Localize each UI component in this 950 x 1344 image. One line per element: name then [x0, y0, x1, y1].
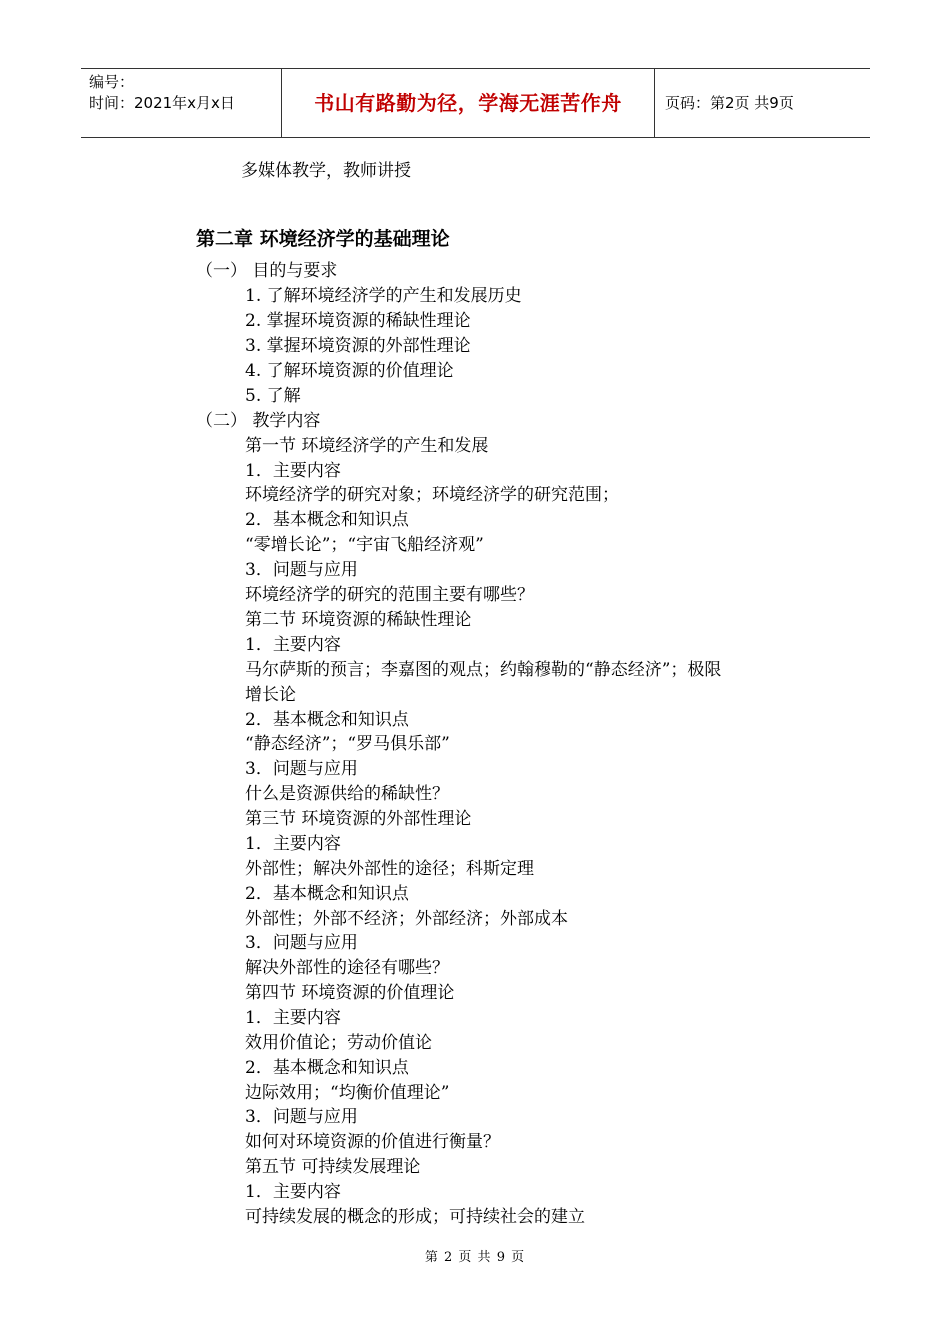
- list-item: 5. 了解: [245, 386, 301, 406]
- text-line: 第五节 可持续发展理论: [245, 1157, 421, 1177]
- text-line: 第二节 环境资源的稀缺性理论: [245, 610, 472, 630]
- text-line: 第三节 环境资源的外部性理论: [245, 809, 472, 829]
- list-item: 2. 掌握环境资源的稀缺性理论: [245, 311, 471, 331]
- text-line: 1．主要内容: [245, 834, 341, 854]
- text-line: 可持续发展的概念的形成；可持续社会的建立: [245, 1207, 585, 1227]
- list-item: 1. 了解环境经济学的产生和发展历史: [245, 286, 522, 306]
- page-header: [81, 68, 870, 138]
- text-line: 解决外部性的途径有哪些？: [245, 958, 449, 978]
- header-meta: [81, 69, 282, 137]
- text-line: 增长论: [245, 685, 296, 705]
- header-motto: 书山有路勤为径，学海无涯苦作舟: [282, 69, 655, 137]
- text-line: 1．主要内容: [245, 635, 341, 655]
- text-line: “零增长论”；“宇宙飞船经济观”: [245, 535, 484, 555]
- text-line: 2．基本概念和知识点: [245, 884, 409, 904]
- header-page-info: 页码：第2页 共9页: [665, 94, 794, 112]
- text-line: 外部性；解决外部性的途径；科斯定理: [245, 859, 534, 879]
- text-line: 如何对环境资源的价值进行衡量？: [245, 1132, 500, 1152]
- section-heading: （二） 教学内容: [196, 411, 321, 431]
- text-line: 3．问题与应用: [245, 933, 358, 953]
- text-line: “静态经济”；“罗马俱乐部”: [245, 734, 450, 754]
- text-line: 边际效用；“均衡价值理论”: [245, 1083, 450, 1103]
- chapter-title: 第二章 环境经济学的基础理论: [196, 228, 450, 250]
- text-line: 1．主要内容: [245, 1182, 341, 1202]
- text-line: 马尔萨斯的预言；李嘉图的观点；约翰穆勒的“静态经济”；极限: [245, 660, 722, 680]
- text-line: 2．基本概念和知识点: [245, 1058, 409, 1078]
- text-line: 1．主要内容: [245, 461, 341, 481]
- date-label: 时间：2021年x月x日: [89, 94, 235, 112]
- list-item: 3. 掌握环境资源的外部性理论: [245, 336, 471, 356]
- page-footer: 第 2 页 共 9 页: [424, 1250, 526, 1265]
- text-line: 2．基本概念和知识点: [245, 710, 409, 730]
- text-line: 什么是资源供给的稀缺性？: [245, 784, 449, 804]
- text-line: 第一节 环境经济学的产生和发展: [245, 436, 489, 456]
- text-line: 1．主要内容: [245, 1008, 341, 1028]
- text-line: 3．问题与应用: [245, 560, 358, 580]
- text-line: 效用价值论；劳动价值论: [245, 1033, 432, 1053]
- number-label: 编号：: [89, 73, 135, 91]
- text-line: 3．问题与应用: [245, 1107, 358, 1127]
- text-line: 环境经济学的研究对象；环境经济学的研究范围；: [245, 485, 619, 505]
- text-line: 外部性；外部不经济；外部经济；外部成本: [245, 909, 568, 929]
- intro-text: 多媒体教学，教师讲授: [241, 161, 411, 181]
- section-heading: （一） 目的与要求: [196, 261, 338, 281]
- text-line: 3．问题与应用: [245, 759, 358, 779]
- text-line: 2．基本概念和知识点: [245, 510, 409, 530]
- list-item: 4. 了解环境资源的价值理论: [245, 361, 454, 381]
- text-line: 环境经济学的研究的范围主要有哪些？: [245, 585, 534, 605]
- text-line: 第四节 环境资源的价值理论: [245, 983, 455, 1003]
